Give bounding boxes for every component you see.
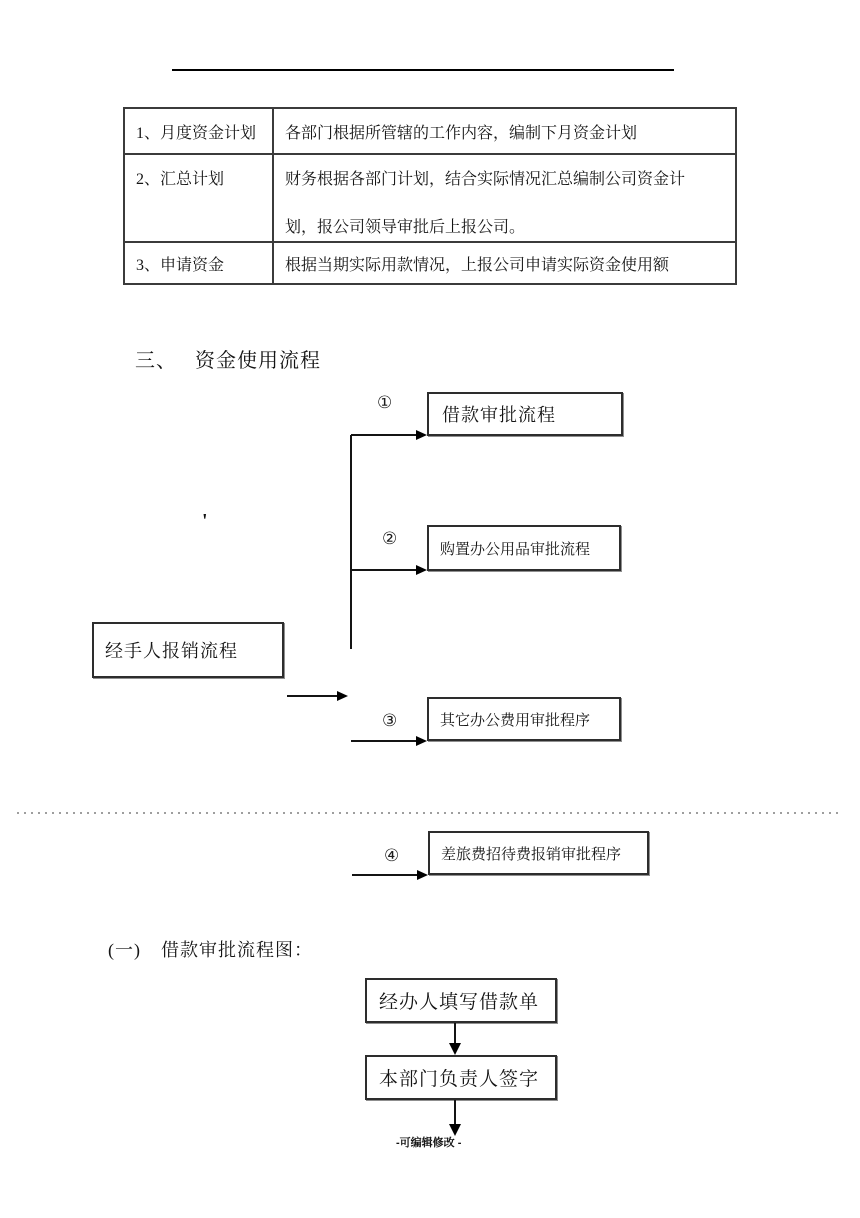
flow-box-label: 经手人报销流程 bbox=[105, 641, 238, 661]
flow-box-label: 其它办公费用审批程序 bbox=[440, 712, 591, 729]
branch-arrow-line bbox=[351, 434, 417, 436]
section-heading bbox=[135, 344, 321, 373]
title-underline bbox=[172, 69, 674, 71]
table-cell-desc bbox=[272, 241, 735, 283]
flow-box-label: 经办人填写借款单 bbox=[379, 992, 540, 1013]
table-cell-text: 根据当期实际用款情况，上报公司申请实际资金使用额 bbox=[285, 256, 670, 274]
arrowhead-right-icon bbox=[417, 870, 428, 880]
branch-number-2: ② bbox=[382, 529, 398, 548]
branch-arrow-line bbox=[351, 740, 417, 742]
table-cell-item bbox=[125, 241, 272, 283]
flow-box-source bbox=[92, 622, 284, 678]
table-cell-desc bbox=[272, 153, 735, 241]
table-cell-text: 2、汇总计划 bbox=[136, 171, 225, 188]
arrowhead-right-icon bbox=[416, 565, 427, 575]
loan-step-1-box bbox=[365, 978, 557, 1023]
section-title: 资金使用流程 bbox=[195, 350, 321, 372]
dotted-divider bbox=[17, 812, 843, 814]
branch-arrow-line bbox=[352, 874, 418, 876]
subsection-number: (一) bbox=[108, 940, 141, 960]
arrowhead-right-icon bbox=[416, 430, 427, 440]
flow-box-other-expenses bbox=[427, 697, 621, 741]
table-cell-text: 各部门根据所管辖的工作内容，编制下月资金计划 bbox=[285, 124, 638, 142]
arrowhead-right-icon bbox=[416, 736, 427, 746]
branch-number-4: ④ bbox=[384, 846, 400, 865]
table-cell-text-line2: 划，报公司领导审批后上报公司。 bbox=[285, 219, 526, 236]
branch-number-1: ① bbox=[377, 393, 393, 412]
arrowhead-down-icon bbox=[449, 1043, 461, 1055]
subsection-title: 借款审批流程图： bbox=[161, 940, 313, 960]
flow-box-label: 借款审批流程 bbox=[442, 405, 556, 425]
step-arrow-line bbox=[454, 1023, 456, 1045]
table-cell-item bbox=[125, 109, 272, 153]
stray-mark: ' bbox=[202, 510, 208, 532]
flow-box-travel-expenses bbox=[428, 831, 649, 875]
branch-number-3: ③ bbox=[382, 711, 398, 730]
section-number: 三、 bbox=[135, 350, 177, 372]
source-arrow-line bbox=[287, 695, 339, 697]
flow-box-label: 本部门负责人签字 bbox=[379, 1069, 540, 1090]
flow-trunk-line bbox=[350, 435, 352, 649]
footer-note: -可编辑修改 - bbox=[396, 1137, 462, 1149]
table-cell-text: 3、申请资金 bbox=[136, 256, 225, 274]
flow-box-label: 购置办公用品审批流程 bbox=[440, 541, 591, 558]
funding-plan-table bbox=[123, 107, 737, 285]
table-cell-text: 1、月度资金计划 bbox=[136, 124, 257, 142]
loan-step-2-box bbox=[365, 1055, 557, 1100]
arrowhead-right-icon bbox=[337, 691, 348, 701]
step-arrow-line bbox=[454, 1100, 456, 1126]
table-cell-desc bbox=[272, 109, 735, 153]
table-cell-item bbox=[125, 153, 272, 241]
branch-arrow-line bbox=[351, 569, 417, 571]
subsection-heading bbox=[108, 936, 313, 962]
table-cell-text-line1: 财务根据各部门计划，结合实际情况汇总编制公司资金计 bbox=[285, 171, 686, 188]
flow-box-loan-approval bbox=[427, 392, 623, 436]
flow-box-label: 差旅费招待费报销审批程序 bbox=[441, 846, 622, 863]
flow-box-office-supplies bbox=[427, 525, 621, 571]
